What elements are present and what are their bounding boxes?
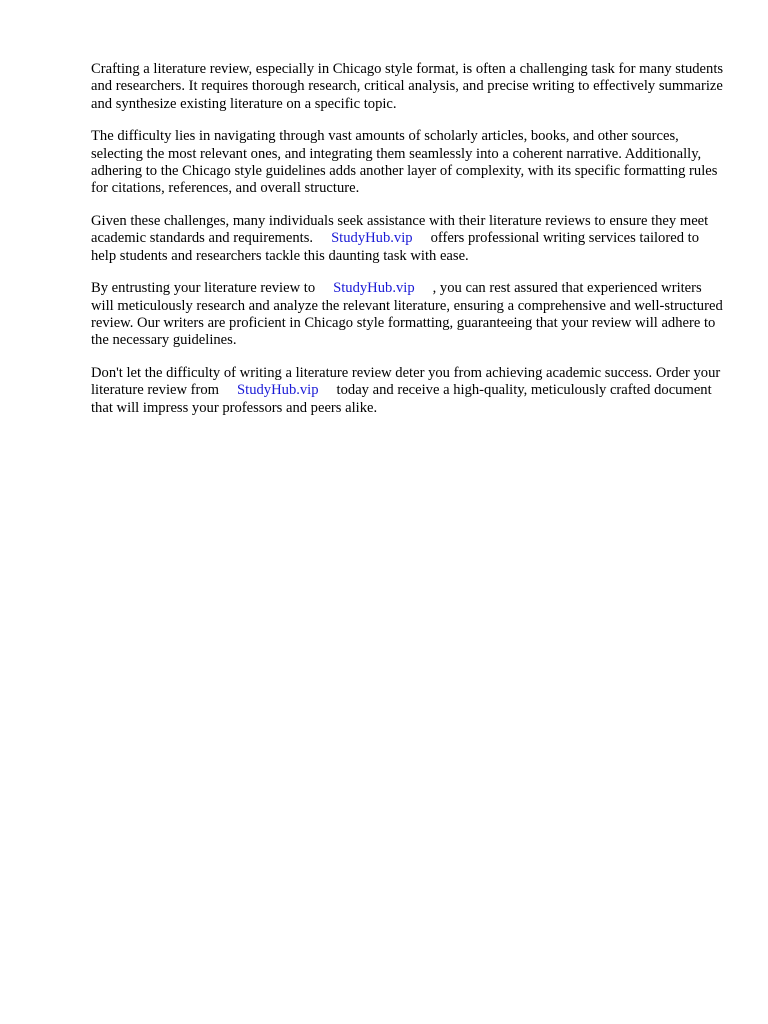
document-body	[91, 61, 726, 433]
paragraph-closing	[91, 365, 726, 417]
studyhub-link[interactable]: StudyHub.vip	[237, 382, 319, 399]
studyhub-link[interactable]: StudyHub.vip	[333, 280, 415, 297]
paragraph-entrusting-text-after: , you can rest assured that experienced writers will meticulously research and analyze the relevant literature, ensuring a comprehensive and well-structured review. Our writers are proficient in Chicago style formatting, guaranteeing that your review will adhere to the necessary guidelines.	[91, 280, 723, 349]
paragraph-entrusting	[91, 280, 726, 349]
paragraph-challenges-text-before: Given these challenges, many individuals seek assistance with their literature reviews to ensure they meet academic standards and requirements.	[91, 213, 709, 247]
paragraph-intro: Crafting a literature review, especially in Chicago style format, is often a challenging task for many students and researchers. It requires thorough research, critical analysis, and precise writing to effectively summarize and synthesize existing literature on a specific topic.	[91, 61, 724, 112]
paragraph-challenges	[91, 213, 726, 265]
paragraph-difficulty: The difficulty lies in navigating through vast amounts of scholarly articles, books, and other sources, selecting the most relevant ones, and integrating them seamlessly into a coherent narrative. Additionally, adhering to the Chicago style guidelines adds another layer of complexity, with its specific formatting rules for citations, references, and overall structure.	[91, 128, 718, 197]
paragraph-closing-text-before: Don't let the difficulty of writing a literature review deter you from achieving academic success. Order your literature review from	[91, 365, 721, 399]
paragraph-closing-text-after: today and receive a high-quality, meticulously crafted document that will impress your professors and peers alike.	[91, 382, 712, 416]
studyhub-link[interactable]: StudyHub.vip	[331, 230, 413, 247]
paragraph-challenges-text-after: offers professional writing services tailored to help students and researchers tackle this daunting task with ease.	[91, 230, 699, 264]
paragraph-entrusting-text-before: By entrusting your literature review to	[91, 280, 316, 297]
